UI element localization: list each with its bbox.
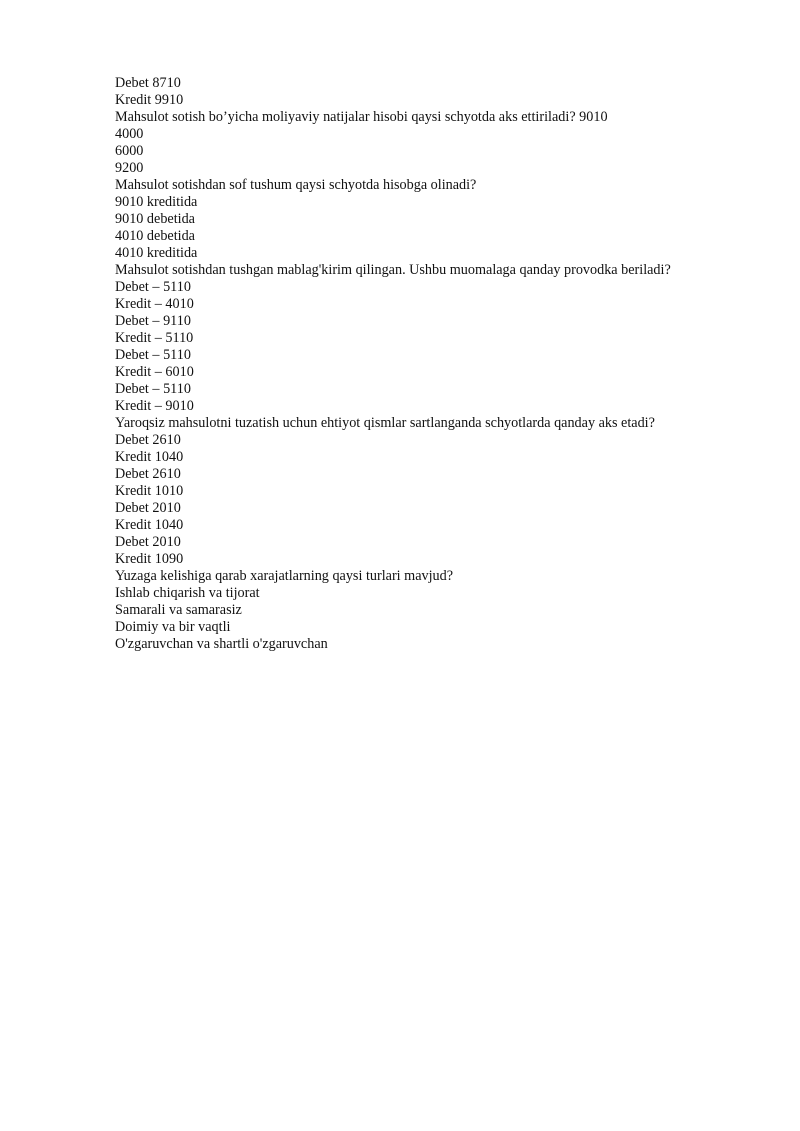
answer-option: Kredit 1010 [115, 483, 184, 499]
answer-option: Doimiy va bir vaqtli [115, 619, 231, 635]
text-line: Kredit 9910 [115, 92, 184, 108]
answer-option: Debet 2010 [115, 534, 181, 550]
answer-option: Ishlab chiqarish va tijorat [115, 585, 260, 601]
answer-option: 9010 kreditida [115, 194, 198, 210]
question-line: Mahsulot sotishdan sof tushum qaysi schyotda hisobga olinadi? [115, 177, 477, 193]
question-line: Yaroqsiz mahsulotni tuzatish uchun ehtiyot qismlar sartlanganda schyotlarda qanday aks etadi? [115, 415, 655, 431]
answer-option: Kredit 1040 [115, 517, 184, 533]
document-body [115, 75, 755, 653]
answer-option: Kredit 1040 [115, 449, 184, 465]
answer-option: 4010 kreditida [115, 245, 198, 261]
answer-option: 9010 debetida [115, 211, 195, 227]
question-line: Mahsulot sotish bo’yicha moliyaviy natijalar hisobi qaysi schyotda aks ettiriladi? 9010 [115, 109, 608, 125]
question-line: Yuzaga kelishiga qarab xarajatlarning qaysi turlari mavjud? [115, 568, 454, 584]
answer-option: Kredit – 4010 [115, 296, 194, 312]
answer-option: Samarali va samarasiz [115, 602, 242, 618]
answer-option: Debet – 5110 [115, 381, 191, 397]
question-line: Mahsulot sotishdan tushgan mablag'kirim qilingan. Ushbu muomalaga qanday provodka beriladi? [115, 262, 671, 278]
answer-option: Debet – 9110 [115, 313, 191, 329]
answer-option: Debet 2610 [115, 466, 181, 482]
answer-option: 4000 [115, 126, 144, 142]
answer-option: Debet – 5110 [115, 347, 191, 363]
answer-option: Debet – 5110 [115, 279, 191, 295]
answer-option: O'zgaruvchan va shartli o'zgaruvchan [115, 636, 328, 652]
answer-option: 6000 [115, 143, 144, 159]
answer-option: 4010 debetida [115, 228, 195, 244]
answer-option: Kredit – 5110 [115, 330, 194, 346]
answer-option: Debet 2010 [115, 500, 181, 516]
answer-option: Kredit – 6010 [115, 364, 194, 380]
answer-option: 9200 [115, 160, 144, 176]
text-line: Debet 8710 [115, 75, 181, 91]
answer-option: Debet 2610 [115, 432, 181, 448]
answer-option: Kredit – 9010 [115, 398, 194, 414]
answer-option: Kredit 1090 [115, 551, 184, 567]
